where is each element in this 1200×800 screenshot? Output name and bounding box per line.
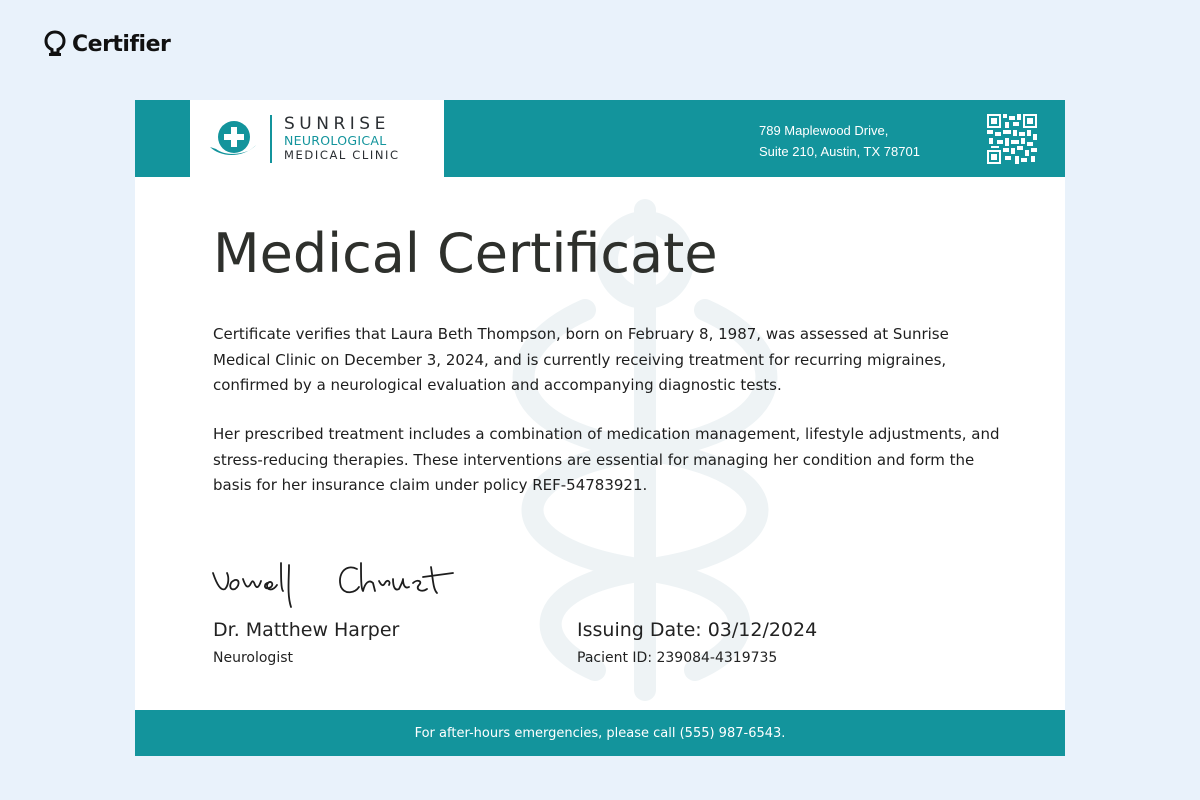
address-line2: Suite 210, Austin, TX 78701 [759, 144, 920, 159]
brand-name: Certifier [72, 31, 171, 57]
footer-band [135, 710, 1065, 756]
certifier-logo-icon [44, 30, 66, 58]
medical-cross-icon [208, 117, 258, 161]
certificate-paragraph-2: Her prescribed treatment includes a combination of medication management, lifestyle adjustments, and stress-reducing therapies. These interventions are essential for managing her condition and form the basis for her insurance claim under policy REF-54783921. [213, 425, 1000, 494]
issuing-date: Issuing Date: 03/12/2024 [577, 619, 818, 641]
clinic-name-line2: NEUROLOGICAL [284, 133, 387, 148]
clinic-name [284, 116, 400, 161]
qr-code-icon [987, 114, 1037, 164]
patient-id: Pacient ID: 239084-4319735 [577, 650, 778, 666]
address-line1: 789 Maplewood Drive, [759, 123, 889, 138]
clinic-name-line1: SUNRISE [284, 114, 390, 134]
certifier-brand [44, 30, 170, 58]
doctor-role: Neurologist [213, 650, 293, 666]
clinic-name-line3: MEDICAL CLINIC [284, 147, 400, 162]
certificate-paragraph-1: Certificate verifies that Laura Beth Thompson, born on February 8, 1987, was assessed at Sunrise Medical Clinic on December 3, 2024, and is currently receiving treatment for recurring migraines, confirmed by a neurological evaluation and accompanying diagnostic tests. [213, 325, 949, 394]
emergency-contact: For after-hours emergencies, please call (555) 987-6543. [414, 725, 786, 741]
clinic-address [759, 120, 920, 162]
handwritten-signature [207, 555, 467, 615]
clinic-logo [190, 100, 444, 177]
certificate-title: Medical Certificate [213, 222, 718, 285]
doctor-name: Dr. Matthew Harper [213, 619, 400, 641]
logo-divider [270, 115, 272, 163]
medical-certificate [135, 100, 1065, 756]
